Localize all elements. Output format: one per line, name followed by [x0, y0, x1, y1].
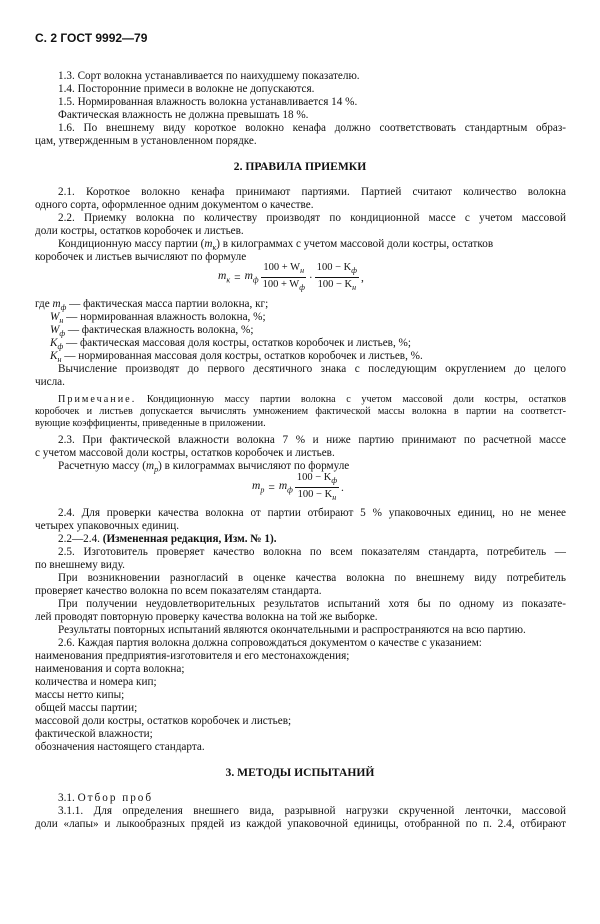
para-1-6-cont: цам, утвержденным в установленном порядке. [35, 135, 257, 147]
section-3-title: 3. МЕТОДЫ ИСПЫТАНИЙ [225, 766, 375, 779]
para-2-2-formula-intro-cont: коробочек и листьев вычисляют по формуле [35, 251, 247, 263]
para-2-5: 2.5. Изготовитель проверяет качество волокна по всем показателям стандарта, потребитель — [58, 546, 566, 558]
where-wn: $W_н$ — нормированная влажность волокна, %; [50, 311, 266, 326]
para-2-3-formula-intro: Расчетную массу $(m_р)$ в килограммах вычисляют по формуле [58, 460, 350, 475]
note-line-2: коробочек и листьев допускается вычислять умножением фактической массы волокна в партии на соответст- [35, 406, 566, 417]
para-1-3: 1.3. Сорт волокна устанавливается по наихудшему показателю. [58, 70, 360, 82]
para-2-2: 2.2. Приемку волокна по количеству производят по кондиционной массе с учетом массовой [58, 212, 566, 224]
amendment-note: 2.2—2.4. (Измененная редакция, Изм. № 1). [58, 533, 277, 545]
para-3-1-1-cont: доли «лапы» и лыкообразных прядей из каждой упаковочной единицы, отобранной по п. 2.4, отбирают [35, 818, 566, 830]
note-line-3: вующие коэффициенты, приведенные в приложении. [35, 418, 266, 429]
list-item: массовой доли костры, остатков коробочек и листьев; [35, 715, 292, 727]
note-line-1: Примечание. Кондиционную массу партии волокна с учетом массовой доли костры, остатков [58, 394, 567, 405]
list-item: обозначения настоящего стандарта. [35, 741, 205, 753]
para-1-5-cont: Фактическая влажность не должна превышать 18 %. [58, 109, 309, 121]
para-3-1: 3.1. Отбор проб [58, 792, 154, 804]
page-header: С. 2 ГОСТ 9992—79 [35, 31, 148, 45]
list-item: фактической влажности; [35, 728, 153, 740]
para-disagreement: При возникновении разногласий в оценке качества волокна по внешнему виду потребитель [58, 572, 566, 584]
para-2-2-cont: доли костры, остатков коробочек и листьев. [35, 225, 244, 237]
para-2-1: 2.1. Короткое волокно кенафа принимают партиями. Партией считают количество волокна [58, 186, 566, 198]
list-item: массы нетто кипы; [35, 689, 125, 701]
where-kf: $K_ф$ — фактическая массовая доля костры, остатков коробочек и листьев, %; [50, 337, 411, 352]
para-2-5-cont: по внешнему виду. [35, 559, 125, 571]
para-2-3: 2.3. При фактической влажности волокна 7 % и ниже партию принимают по расчетной массе [58, 434, 566, 446]
list-item: количества и номера кип; [35, 676, 157, 688]
para-rounding: Вычисление производят до первого десятичного знака с последующим округлением до целого [58, 363, 566, 375]
para-2-6: 2.6. Каждая партия волокна должна сопровождаться документом о качестве с указанием: [58, 637, 482, 649]
para-2-3-cont: с учетом массовой доли костры, остатков коробочек и листьев. [35, 447, 335, 459]
para-retest-results: Результаты повторных испытаний являются окончательными и распространяются на всю партию. [58, 624, 526, 636]
where-kn: $K_н$ — нормированная массовая доля костры, остатков коробочек и листьев, %. [50, 350, 423, 365]
para-2-4-cont: четырех упаковочных единиц. [35, 520, 180, 532]
where-wf: $W_ф$ — фактическая влажность волокна, %; [50, 324, 254, 339]
para-1-5: 1.5. Нормированная влажность волокна устанавливается 14 %. [58, 96, 358, 108]
formula-calculated-mass: $m_р$ = $m_ф$ $\frac{100 - K_ф}{100 - K_н}$ . [252, 472, 344, 503]
formula-conditional-mass: $m_к$ = $m_ф$ $\frac{100 + W_н}{100 + W_ф}$ · $\frac{100 - K_ф}{100 - K_н}$ , [218, 262, 364, 293]
list-item: наименования предприятия-изготовителя и его местонахождения; [35, 650, 350, 662]
para-2-2-formula-intro: Кондиционную массу партии $(m_к)$ в килограммах с учетом массовой доли костры, остатков [58, 238, 494, 253]
list-item: наименования и сорта волокна; [35, 663, 185, 675]
para-2-1-cont: одного сорта, оформленное одним документом о качестве. [35, 199, 314, 211]
where-mf: где $m_ф$ — фактическая масса партии волокна, кг; [35, 298, 269, 313]
para-1-4: 1.4. Посторонние примеси в волокне не допускаются. [58, 83, 315, 95]
para-disagreement-cont: проверяет качество волокна по всем показателям стандарта. [35, 585, 322, 597]
list-item: общей массы партии; [35, 702, 138, 714]
para-3-1-1: 3.1.1. Для определения внешнего вида, разрывной нагрузки скрученной ленточки, массовой [58, 805, 566, 817]
para-retest: При получении неудовлетворительных результатов испытаний хотя бы по одному из показате- [58, 598, 566, 610]
para-retest-cont: лей проводят повторную проверку качества волокна на той же выборке. [35, 611, 378, 623]
para-2-4: 2.4. Для проверки качества волокна от партии отбирают 5 % упаковочных единиц, но не менее [58, 507, 566, 519]
para-rounding-cont: числа. [35, 376, 65, 388]
para-1-6: 1.6. По внешнему виду короткое волокно кенафа должно соответствовать стандартным образ- [58, 122, 566, 134]
section-2-title: 2. ПРАВИЛА ПРИЕМКИ [233, 160, 367, 173]
